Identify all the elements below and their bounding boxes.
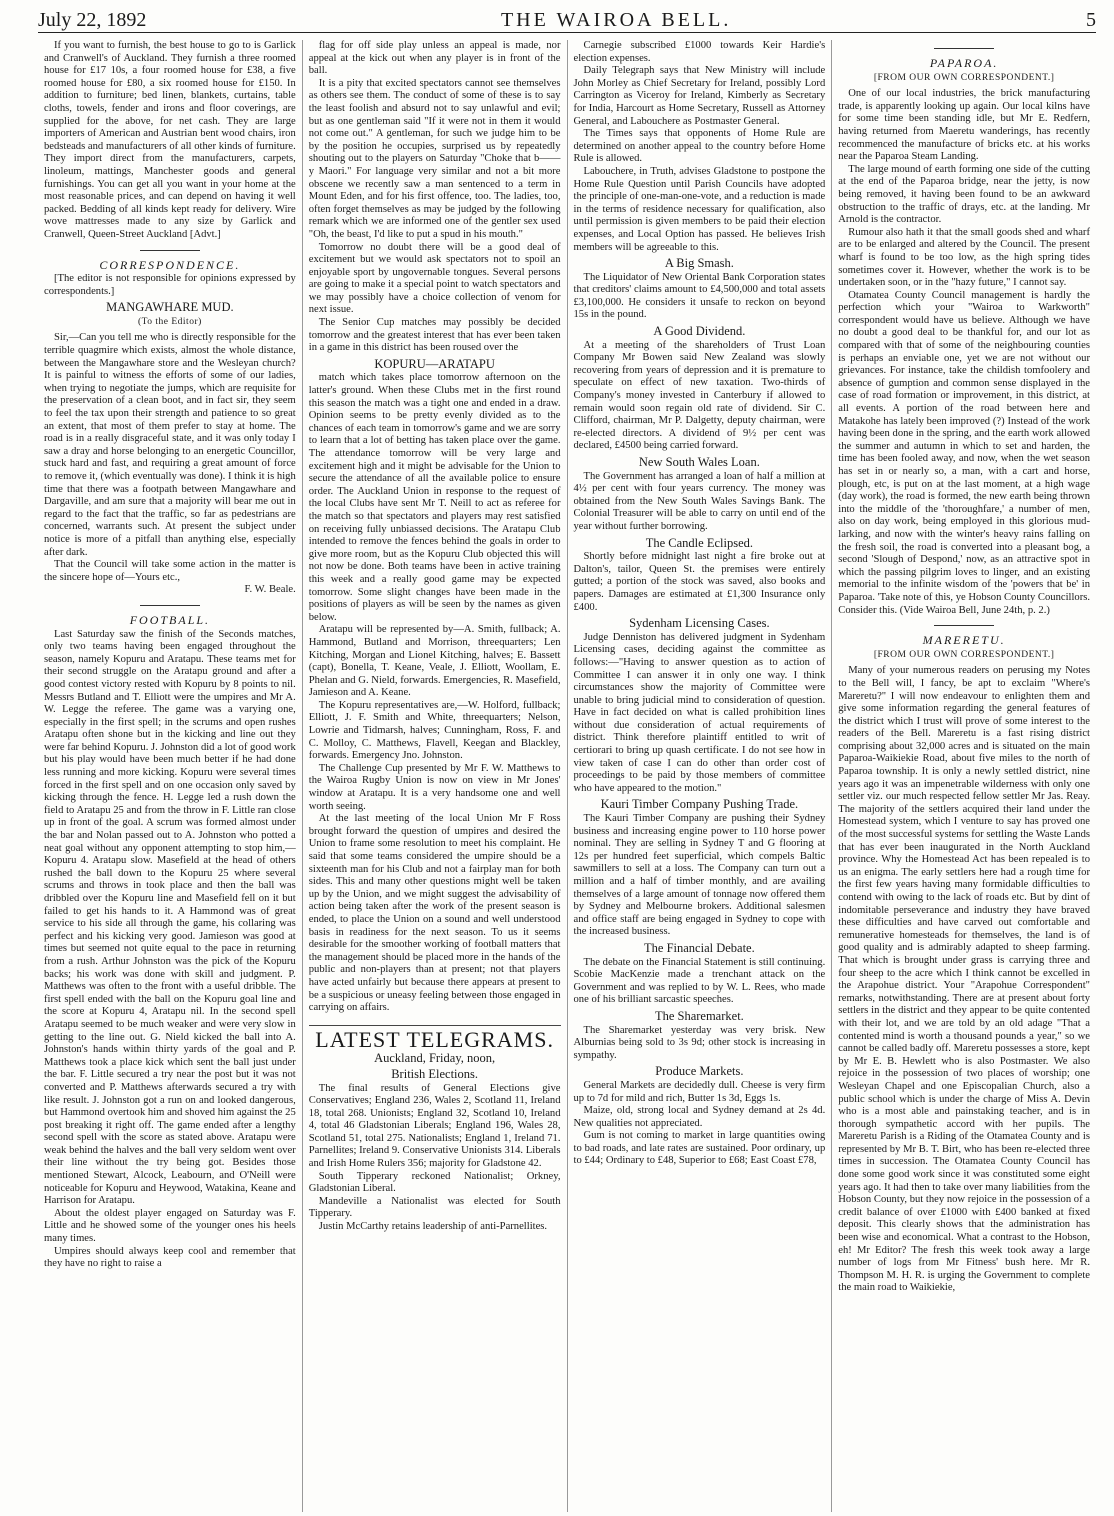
divider (140, 250, 200, 251)
paragraph: It is a pity that excited spectators cannot see themselves as others see them. The conduct of some of these is to say the least foolish and absurd not to say unlawful and evil; but as one gentleman said "If it were not in them it would not come out." A gentleman, for such we judge him to be by the position he occupies, surprised us by repeatedly shouting out to the players on Saturday "Choke that b——y Maori." For language very similar and not a bit more obscene we recently saw a man sentenced to a term in Mount Eden, and for his first offence, too. The ladies, too, often forget themselves as may be judged by the following remark which we are informed one of the gentler sex used "Oh, the beast, I'd like to put a spud in his mouth." (308, 77, 561, 240)
subheading: The Sharemarket. (654, 1008, 744, 1023)
subheading: KOPURU—ARATAPU (374, 356, 495, 371)
column-2 (303, 40, 568, 1512)
paragraph: The Challenge Cup presented by Mr F. W. Matthews to the Wairoa Rugby Union is now on view in Mr Jones' window at Aratapu. It is a very handsome one and well worth seeing. (308, 762, 561, 812)
paragraph: match which takes place tomorrow afternoon on the latter's ground. When these Clubs met in the first round this season the match was a tight one and ended in a draw. Opinion seems to be pretty evenly divided as to the chances of each team in tomorrow's game and we are sorry to learn that a lot of betting has taken place over the game. The attendance tomorrow will be very large and excitement high and it might be advisable for the Union to secure the attendance of all the available police to ensure order. The Auckland Union in response to the request of the local Clubs have sent Mr T. Neill to act as referee for the match so that spectators and players may rest satisfied on receiving fully unbiassed decisions. The Aratapu Club intended to remove the fences behind the goals in order to give more room, but as the Kopuru Club objected this will not now be done. Both teams have been in active training this week and a really good game may be expected tomorrow. Some slight changes have been made in the positions of players as will be seen by the names as given below. (308, 372, 561, 623)
paragraph: Umpires should always keep cool and remember that they have no right to raise a (44, 1245, 296, 1270)
paragraph: Judge Denniston has delivered judgment in Sydenham Licensing cases, deciding against the committee as follows:—"Having to answer question as to action of Committee I can answer it in only one way. I think circumstances show the majority of Committee were unable to bring judicial mind to consideration of question. Have in fact decided on what is called prohibition lines without due consideration of actual requirements of district. Think therefore plaintiff entitled to writ of certiorari to bring up quash certificate. I do not see how in view taken of case I can do other than order cost of proceedings to be paid by those members of committee who have appeared to the motion." (573, 631, 826, 794)
paragraph: The debate on the Financial Statement is still continuing. Scobie MacKenzie made a trenchant attack on the Government and was replied to by W. L. Rees, who made one of his brilliant sarcastic speeches. (573, 956, 826, 1006)
paragraph: One of our local industries, the brick manufacturing trade, is apparently looking up again. Our local kilns have for some time been standing idle, but Mr E. Redfern, having returned from Maeretu wanderings, has recently recommenced the manufacture of bricks etc. at his works near the Paparoa Steam Landing. (838, 88, 1090, 163)
paragraph: Tomorrow no doubt there will be a good deal of excitement but we would ask spectators not to spoil an enjoyable sport by ungovernable tongues. Several persons are going to make it a special point to watch spectators and we may possibly have a choice collection of venom for next issue. (308, 241, 561, 316)
paragraph: The final results of General Elections give Conservatives; England 236, Wales 2, Scotland 11, Ireland 18, total 268. Unionists; England 32, Scotland 10, Ireland 4, total 46 Gladstonian Liberals; England 196, Wales 28, Scotland 51, total 275. Nationalists; England 1, Ireland 71. Parnellites; Ireland 9. Conservative Unionists 314. Liberals and Irish Home Rulers 356; majority for Gladstone 42. (308, 1082, 561, 1170)
paragraph: That the Council will take some action in the matter is the sincere hope of—Yours etc., (44, 559, 296, 583)
page-number: 5 (1086, 9, 1096, 31)
paragraph: About the oldest player engaged on Saturday was F. Little and he showed some of the younger ones his heels many times. (44, 1207, 296, 1245)
subheading: Kauri Timber Company Pushing Trade. (600, 797, 799, 812)
paragraph: South Tipperary reckoned Nationalist; Orkney, Gladstonian Liberal. (308, 1170, 561, 1195)
paragraph: The Times says that opponents of Home Rule are determined on another appeal to the country before Home Rule is allowed. (573, 128, 826, 165)
signature: F. W. Beale. (244, 584, 296, 596)
byline: (To the Editor) (137, 316, 202, 327)
paragraph: The Kauri Timber Company are pushing their Sydney business and increasing engine power to 110 horse power nominal. They are selling in Sydney T and G flooring at 12s per hundred feet superficial, which compels Baltic sawmillers to sell at a loss. The Company can turn out a million and a half of timber monthly, and are availing themselves of a large amount of tonnage now offered them by Sydney and Melbourne brokers. Additional salesmen and office staff are being engaged in Sydney to cope with the increased business. (573, 813, 826, 938)
paragraph: The Liquidator of New Oriental Bank Corporation states that creditors' claims amount to £4,500,000 and total assets £3,100,000. He considers it unsafe to reckon on beyond 15s in the pound. (573, 271, 826, 321)
byline: [FROM OUR OWN CORRESPONDENT.] (873, 72, 1055, 83)
column-4 (832, 40, 1096, 1512)
subheading: British Elections. (391, 1066, 479, 1081)
paragraph: The Sharemarket yesterday was very brisk. New Alburnias being sold to 3s 9d; other stock is increasing in sympathy. (573, 1024, 826, 1061)
paragraph: General Markets are decidedly dull. Cheese is very firm up to 7d for mild and rich, Butter 1s 3d, Eggs 1s. (573, 1079, 826, 1104)
paragraph: Otamatea County Council management is hardly the perfection which your "Wairoa to Warkworth" correspondent would have us believe. Although we have no doubt a good deal to be thankful for, and our lot as compared with that of some of the neighbouring counties is perhaps an enviable one, yet we are not without our grievances. For instance, take the childish tomfoolery and absence of gumption and common sense displayed in the case of road formation or improvement, in this district, at all events. A portion of the road between here and Matakohe has lately been improved (?) Instead of the work having been done in the spring, and the earth work allowed the summer and autumn in which to set and harden, the time has been fooled away, and now, when the wet season has set in or nearly so, a man, with a cart and horse, plough, etc, is put on at the last moment, at a high wage (day work), the road is formed, the new earth being thrown into the middle of the 'thoroughfare,' a number of men, also on day work, being employed in this glorious mud-larking, and now with the winter's heavy rains falling on the fresh soil, the road is converted into a pleasant bog, a second 'Slough of Despond,' now, as an attractive spot in which the passing pilgrim loves to linger, and an existing memorial to the infinite wisdom of the 'powers that be' in Paparoa. 'Take note of this, ye Hobson County Councillors. Consider this. (Vide Wairoa Bell, June 24th, p. 2.) (838, 289, 1090, 616)
section-heading: MARERETU. (922, 633, 1006, 648)
paragraph: Carnegie subscribed £1000 towards Keir Hardie's election expenses. (573, 40, 826, 64)
section-heading: PAPAROA. (929, 56, 999, 70)
subheading: Produce Markets. (655, 1064, 744, 1079)
paragraph: Rumour also hath it that the small goods shed and wharf are to be enlarged and altered by the Council. The present wharf is found to be too low, as the high spring tides sometimes cover it. However, whether the work is to be undertaken soon, or in the "hazy future," I cannot say. (838, 226, 1090, 289)
paragraph: [The editor is not responsible for opinions expressed by correspondents.] (44, 273, 296, 297)
paragraph: Justin McCarthy retains leadership of anti-Parnellites. (318, 1221, 548, 1233)
paragraph: Maize, old, strong local and Sydney demand at 2s 4d. New qualities not appreciated. (573, 1105, 826, 1129)
paragraph: If you want to furnish, the best house to go to is Garlick and Cranwell's of Auckland. They furnish a three roomed house for £17 10s, a four roomed house for £38, a five roomed house for £80, a six roomed house for £150. In addition to furniture; bed linen, blankets, curtains, table cloths, towels, fender and irons and floor coverings, are supplied for the above, for net cash. They are large importers of American and Austrian bent wood chairs, iron bedsteads and manufacturers of all other kinds of furniture. They import direct from the manufacturers, carpets, linoleum, mattings, Manchester goods and general furnishings. You can get all you want in your home at the most reasonable prices, and can depend on having it well packed. Bedding of all kinds kept ready for delivery. Wire wove mattresses made to any size by Garlick and Cranwell, Queen-Street Auckland [Advt.] (44, 40, 296, 240)
paragraph: Mandeville a Nationalist was elected for South Tipperary. (308, 1195, 561, 1220)
byline: [FROM OUR OWN CORRESPONDENT.] (873, 649, 1055, 660)
paragraph: Labouchere, in Truth, advises Gladstone to postpone the Home Rule Question until Parish Councils have adopted the principle of one-man-one-vote, and a reduction is made in the terms of residence necessary for qualification, also until permission is given members to be paid their election expenses, and Local Option has passed. He believes Irish members will be agreeable to this. (573, 165, 826, 253)
subheading: The Financial Debate. (644, 940, 755, 955)
column-3 (568, 40, 833, 1512)
paragraph: flag for off side play unless an appeal is made, nor appeal at the kick out when any player is in front of the ball. (308, 40, 561, 77)
divider (934, 48, 994, 49)
masthead (38, 2, 1096, 33)
paragraph: Aratapu will be represented by—A. Smith, fullback; A. Hammond, Butland and Morrison, threequarters; Len Kitching, Morgan and Lionel Kitching, halves; E. Bassett (capt), Bonella, T. Keane, Veale, J. Elliott, Woollam, E. Phelan and G. Nield, forwards. Emergencies, R. Masefield, Jamieson and A. Keane. (308, 624, 561, 699)
paragraph: Gum is not coming to market in large quantities owing to bad roads, and late rates are sustained. Poor ordinary, up to £44; Ordinary to £48, Superior to £68; East Coast £78, (573, 1130, 826, 1167)
subheading: MANGAWHARE MUD. (106, 300, 234, 315)
subheading: New South Wales Loan. (638, 455, 760, 469)
section-banner: LATEST TELEGRAMS. (309, 1025, 561, 1047)
issue-date: July 22, 1892 (38, 9, 147, 31)
subheading: Auckland, Friday, noon, (374, 1051, 496, 1066)
divider (934, 625, 994, 626)
paragraph: The Senior Cup matches may possibly be decided tomorrow and the greatest interest that has ever been taken in a game in this district has been roused over the (308, 317, 561, 354)
subheading: The Candle Eclipsed. (645, 535, 753, 550)
columns (38, 40, 1096, 1512)
subheading: Sydenham Licensing Cases. (629, 616, 770, 631)
paragraph: Last Saturday saw the finish of the Seconds matches, only two teams having been engaged throughout the season, namely Kopuru and Aratapu. These teams met for their second struggle on the Aratapu ground and after a good contest victory rested with Kopuru by 8 points to nil. Messrs Butland and T. Elliott were the umpires and Mr A. W. Legge the referee. The game was a varying one, especially in the first spell; in the scrums and open rushes Aratapu often shone but in the kicking and line out they were far behind Kopuru. J. Johnston did a lot of good work but his play would have been much better if he had done less running and more kicking. Kopuru were several times forced in the first spell and on one occasion only saved by kicking through the fence. H. Legge led a rush down the field to Aratapu 25 and from the throw in F. Little ran close up in front of the goal. A scrum was formed almost under the bar and Nolan passed out to A. Johnston who potted a neat goal without any opponent attempting to stop him,—Kopuru 4. Aratapu slow. Masefield at the head of others rushed the ball down to the Kopuru 25 where several scrums and throws in took place and then the ball was dribbled over the Kopuru line and Masefield fell on it but failed to get his hands to it. A Hammond was of great service to his side all through the game, his collaring was perfect and his kicking very good. Jamieson was good at times but seemed not quite equal to the pace in returning from a rush. Arthur Johnston was the pick of the Kopuru backs; his work was done with skill and judgment. P. Matthews was often to the front with a useful dribble. The first spell ended with the ball on the Kopuru goal line and the score at Kopuru 4, Aratapu nil. In the second spell Aratapu seemed to be much weaker and were very slow in getting to the line out. G. Nield kicked the ball into A. Johnston's hands within thirty yards of the goal and P. Matthews took a place kick which sent the ball just under the bar. F. Little secured a try near the post but it was not converted and P. Matthews afterwards secured a try with like result. J. Johnston got a run on and looked dangerous, but Hammond overtook him and shoved him against the 25 post breaking it right off. The game ended after a lengthy second spell with the score as stated above. Aratapu were weak behind the halves and the ball very seldom went over their line without the try being got. Besides those mentioned Stewart, Alcock, Leabourn, and O'Neill were noticeable for Kopuru and Heywood, Watakina, Keane and Harrison for Aratapu. (44, 628, 296, 1207)
paragraph: Daily Telegraph says that New Ministry will include John Morley as Chief Secretary for Ireland, possibly Lord Carrington as Viceroy for Ireland, Kimberly as Secretary for India, Harcourt as Home Secretary, Russell as Attorney General, and Labouchere as Postmaster General. (573, 65, 826, 127)
section-heading: FOOTBALL. (129, 612, 211, 627)
divider (140, 605, 200, 606)
paragraph: The large mound of earth forming one side of the cutting at the end of the Paparoa bridge, near the jetty, is now being removed, it having been found to be an awkward obstruction to the traffic of drays, etc. at the landing. Mr Arnold is the contractor. (838, 163, 1090, 226)
paragraph: At the last meeting of the local Union Mr F Ross brought forward the question of umpires and desired the Union to frame some resolution to meet his complaint. He said that some teams considered the umpire should be a sixteenth man for his Club and not a fairplay man for both sides. This and many other questions might well be taken up by the Union, and we might suggest the advisability of action being taken after the work of the present season is ended, to place the Union on a sound and well understood basis in readiness for the next season. To us it seems desirable for the smoother working of football matters that the management should be placed more in the hands of the public and non-players than at present; not that players have acted unfairly but because there appears at present to be a suspicious or uneasy feeling between those engaged in carrying on affairs. (308, 813, 561, 1014)
section-heading: CORRESPONDENCE. (99, 257, 241, 272)
paragraph: Many of your numerous readers on perusing my Notes to the Bell will, I fancy, be apt to exclaim "Where's Mareretu?" I will now endeavour to enlighten them and give some information regarding the general features of the district which I trust will prove of some interest to the readers of the Bell. Mareretu is a fast rising district comprising about 32,000 acres and is situated on the main Paparoa-Waikiekie Road, about five miles to the north of Paparoa township. It is only a newly settled district, nine years ago it was an impenetrable wilderness with only one settler viz. our much respected fellow settler Mr Jas. Reay. The majority of the settlers acquired their land under the Homestead system, which I venture to say has proved one of the most successful systems for settling the Waste Lands that has ever been inaugurated in the North Auckland province. Why the Homestead Act has been repealed is to us an enigma. The early settlers here had a rough time for the first few years having many formidable difficulties to contend with owing to the lack of roads etc. But by dint of indomitable perseverance and industry they have braved these difficulties and have carved out comfortable and remunerative homesteads for themselves, the land is of good quality and is admirably adapted to sheep farming. That which is brought under grass is carrying three and four sheep to the acre which I think cannot be excelled in the Arapohue district. Your "Arapohue Correspondent" remarks, notwithstanding. There are at present about forty settlers in the district and they appear to be quite contented with their lot, and we are told by an old adage "That a contented mind is worth a thousand pounds a year," so we cannot be called badly off. Mareretu possesses a store, kept by Mr E. B. Hewlett who is also Postmaster. We also rejoice in the possession of two places of worship; one Wesleyan Chapel and one Episcopalian Church, also a public school which is under the charge of Miss A. Devin who is a most able and painstaking teacher, and is in thorough sympathetic accord with her pupils. The Mareretu Parish is a Riding of the Otamatea County and is represented by Mr B. T. Birt, who has been re-elected three times in succession. The Otamatea County Council has done some good work since it was constituted some eight years ago. It had then to take over many liabilities from the Hobson County, but they now rejoice in the possession of a credit balance of over £1000 with £400 banked at fixed deposit. This clearly shows that the administration has been wise and economical. What a contrast to the Hobson, eh! Mr Editor? The fresh this week took away a large number of logs from Mr Fitness' bush here. Mr R. Thompson M. H. R. is urging the Government to complete the main road to Waikiekie, (838, 665, 1090, 1294)
column-1 (38, 40, 303, 1512)
paragraph: At a meeting of the shareholders of Trust Loan Company Mr Bowen said New Zealand was slowly recovering from years of depression and it is premature to speculate on effect of new taxation. Two-thirds of Company's money invested in Canterbury if allowed to remain would soon regain old rate of dividend. Sir C. Clifford, chairman, Mr P. Dalgetty, deputy chairman, were re-elected directors. A dividend of 9½ per cent was declared, £4500 being carried forward. (573, 339, 826, 452)
newspaper-title: THE WAIROA BELL. (500, 9, 732, 31)
paragraph: The Government has arranged a loan of half a million at 4½ per cent with four years currency. The money was obtained from the New South Wales Savings Bank. The Colonial Treasurer will be able to carry on until end of the year without further borrowing. (573, 470, 826, 532)
paragraph: Sir,—Can you tell me who is directly responsible for the terrible quagmire which exists, almost the whole distance, between the Mangawhare store and the Wesleyan church? It is painful to witness the efforts of some of our ladies, when trying to negotiate the jumps, which are requisite for the preservation of a clean boot, and in fact sir, they seem to feel the tax upon their strength and patience to so great an extent, that most of them prefer to stay at home. The road is in a really disgraceful state, and it was only today I saw a dray and horse belonging to an energetic Councillor, stuck hard and fast, and requiring a great amount of force to remove it, (which eventually was done). I think it is high time that there was a footpath between Mangawhare and Dargaville, and am sure that a majority will bear me out in regard to the fact that the traffic, so far as pedestrians are concerned, warrants such. At present the subject under notice is more of a pitfall than anything else, especially after dark. (44, 332, 296, 558)
subheading: A Big Smash. (664, 256, 734, 271)
subheading: A Good Dividend. (653, 324, 746, 339)
paragraph: Shortly before midnight last night a fire broke out at Dalton's, tailor, Queen St. the premises were entirely gutted; a portion of the stock was saved, also books and papers. Damages are estimated at £1,300 Insurance only £400. (573, 551, 826, 613)
paragraph: The Kopuru representatives are,—W. Holford, fullback; Elliott, J. F. Smith and White, threequarters; Nelson, Lowrie and Tidmarsh, halves; Cunningham, Ross, F. and C. Molloy, C. Matthews, Flavell, Keegan and Blackley, forwards. Emergency Jno. Johnston. (308, 699, 561, 762)
